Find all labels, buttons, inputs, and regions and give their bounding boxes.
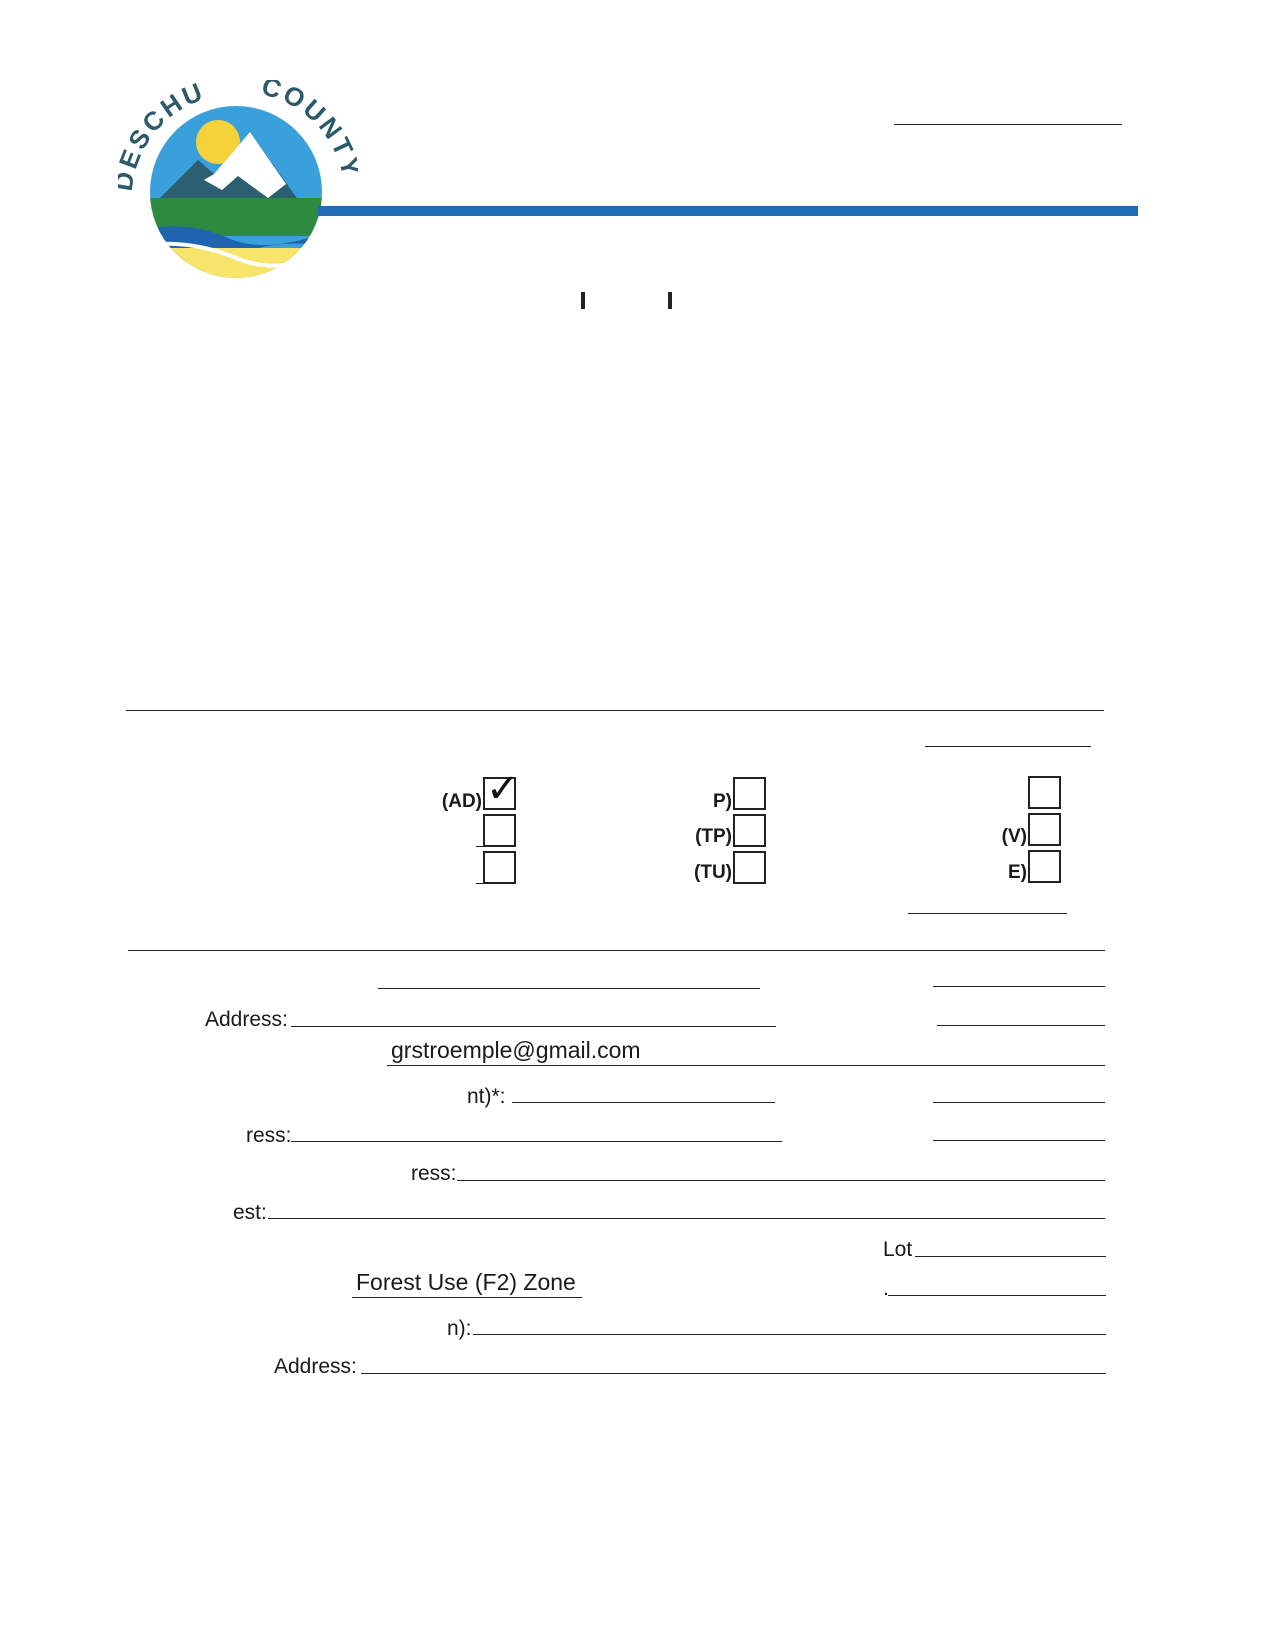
section-top-right-line (925, 746, 1091, 747)
checkbox-label-p: P) (713, 791, 732, 812)
right-field-line-4[interactable] (933, 1140, 1105, 1141)
header-accent-bar (318, 206, 1138, 216)
checkbox-tp[interactable] (733, 814, 766, 847)
checkbox-col1-row3[interactable] (483, 851, 516, 884)
n-field-line[interactable] (473, 1334, 1106, 1335)
zone-field-line[interactable] (352, 1297, 582, 1298)
right-field-line-3[interactable] (933, 1102, 1105, 1103)
address-label: Address: (205, 1008, 288, 1031)
section-divider-2 (128, 950, 1105, 951)
section-divider-1 (126, 710, 1104, 711)
checkbox-label-tu: (TU) (694, 862, 732, 883)
checkbox-label-v: (V) (1001, 826, 1027, 847)
logo-text-right: COUNT (258, 80, 358, 163)
check-mark-icon: ✓ (486, 766, 520, 812)
right-field-line-2[interactable] (937, 1025, 1105, 1026)
ress-label-1: ress: (246, 1124, 292, 1147)
checkbox-e[interactable] (1028, 850, 1061, 883)
checkbox-col1-row3-stub (476, 883, 483, 884)
ress-field-line-2[interactable] (457, 1180, 1105, 1181)
checkbox-label-ad: (AD) (441, 791, 482, 812)
checkbox-col3-row1[interactable] (1028, 776, 1061, 809)
county-logo-graphic (118, 80, 358, 280)
title-fragment-bar-right (668, 292, 672, 309)
right-field-line-1[interactable] (933, 986, 1105, 987)
county-logo (118, 80, 358, 280)
sand-shape (138, 248, 338, 280)
lot-field-line[interactable] (915, 1256, 1106, 1257)
checkbox-section-bottom-line (908, 913, 1067, 914)
checkbox-col1-row2-stub (476, 846, 483, 847)
address-label-2: Address: (274, 1355, 357, 1378)
ress-field-line-1[interactable] (291, 1141, 782, 1142)
checkbox-tu[interactable] (733, 851, 766, 884)
checkbox-ad[interactable] (483, 766, 520, 812)
est-field-line[interactable] (268, 1218, 1105, 1219)
lot-label: Lot (883, 1238, 913, 1261)
address-field-line-2[interactable] (361, 1373, 1106, 1374)
applicant-name-line[interactable] (378, 988, 760, 989)
email-value: grstroemple@gmail.com (391, 1037, 641, 1063)
checkbox-label-e: E) (1008, 862, 1027, 883)
header-top-rule (894, 124, 1122, 125)
checkbox-v[interactable] (1028, 813, 1061, 846)
logo-text-left: SCHU (122, 80, 210, 155)
address-field-line[interactable] (291, 1026, 776, 1027)
dot-label: . (883, 1277, 889, 1300)
checkbox-col1-row2[interactable] (483, 814, 516, 847)
ress-label-2: ress: (411, 1162, 457, 1185)
checkbox-p[interactable] (733, 777, 766, 810)
right-field-line-5[interactable] (888, 1295, 1106, 1296)
nt-label: nt)*: (467, 1085, 506, 1108)
n-label: n): (447, 1317, 472, 1340)
email-field-line[interactable] (387, 1065, 1105, 1066)
checkbox-label-tp: (TP) (695, 826, 732, 847)
zone-value: Forest Use (F2) Zone (356, 1269, 576, 1295)
nt-field-line[interactable] (512, 1102, 775, 1103)
title-fragment-bar-left (581, 292, 585, 309)
est-label: est: (233, 1201, 267, 1224)
